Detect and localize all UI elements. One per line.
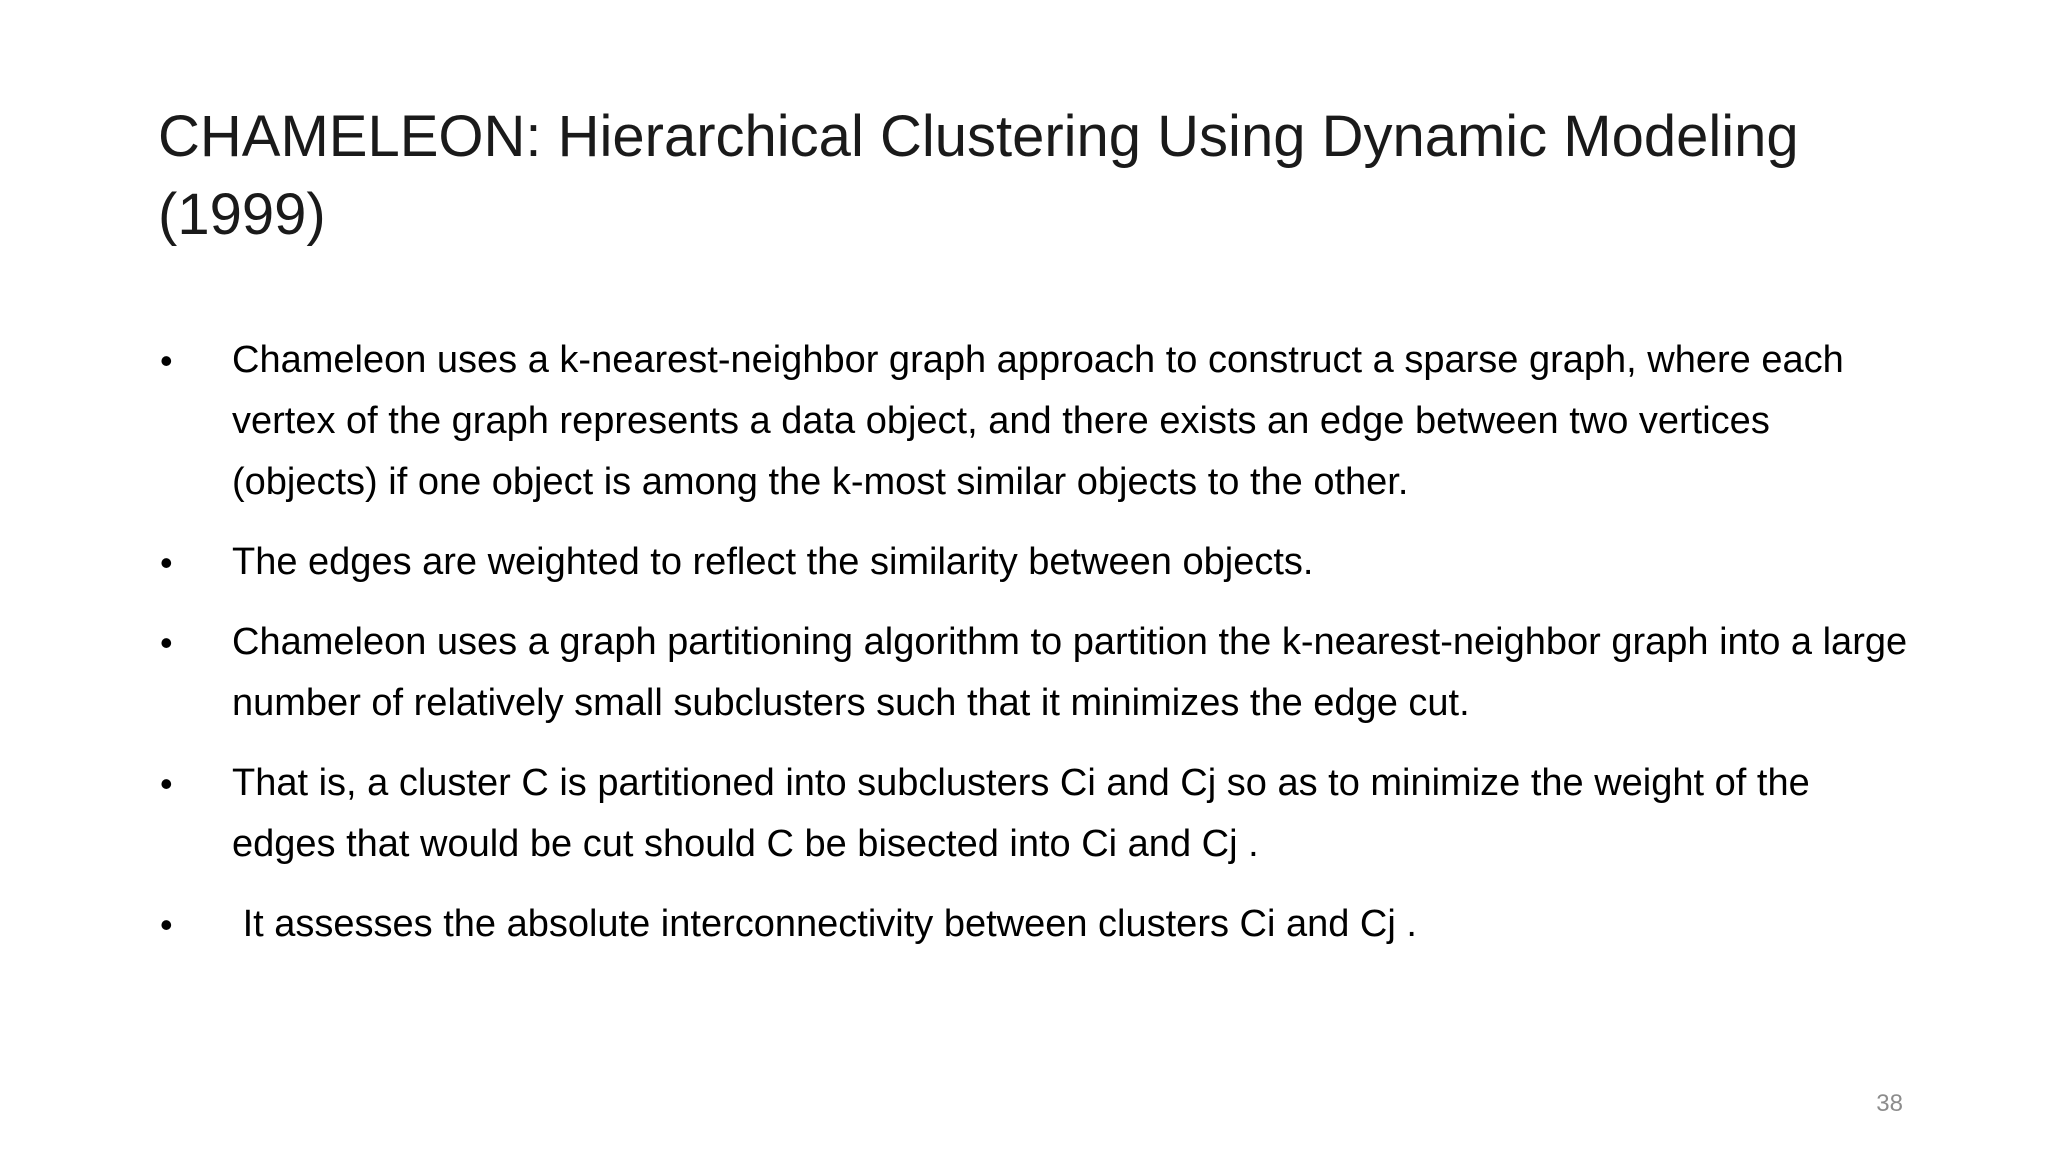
bullet-text: Chameleon uses a k-nearest-neighbor graph approach to construct a sparse graph, where each vertex of the graph represents a data object, and there exists an edge between two vertices (objects) if one object is among the k-most similar objects to the other. (232, 339, 1844, 503)
list-item (158, 612, 1918, 734)
bullet-dot-icon: • (160, 763, 173, 804)
bullet-dot-icon: • (160, 904, 173, 945)
list-item (158, 532, 1918, 593)
list-item (158, 330, 1918, 513)
list-item (158, 894, 1918, 955)
page-number: 38 (1876, 1090, 1903, 1117)
slide-title: CHAMELEON: Hierarchical Clustering Using Dynamic Modeling (1999) (158, 104, 1799, 247)
bullet-text: It assesses the absolute interconnectivity between clusters Ci and Cj . (232, 903, 1417, 945)
bullet-text: That is, a cluster C is partitioned into subclusters Ci and Cj so as to minimize the weight of the edges that would be cut should C be bisected into Ci and Cj . (232, 762, 1810, 865)
bullet-dot-icon: • (160, 340, 173, 381)
bullet-text: Chameleon uses a graph partitioning algorithm to partition the k-nearest-neighbor graph into a large number of relatively small subclusters such that it minimizes the edge cut. (232, 621, 1908, 724)
list-item (158, 753, 1918, 875)
bullet-text: The edges are weighted to reflect the similarity between objects. (232, 541, 1314, 583)
bullet-list (158, 330, 1918, 974)
bullet-dot-icon: • (160, 542, 173, 583)
bullet-dot-icon: • (160, 622, 173, 663)
